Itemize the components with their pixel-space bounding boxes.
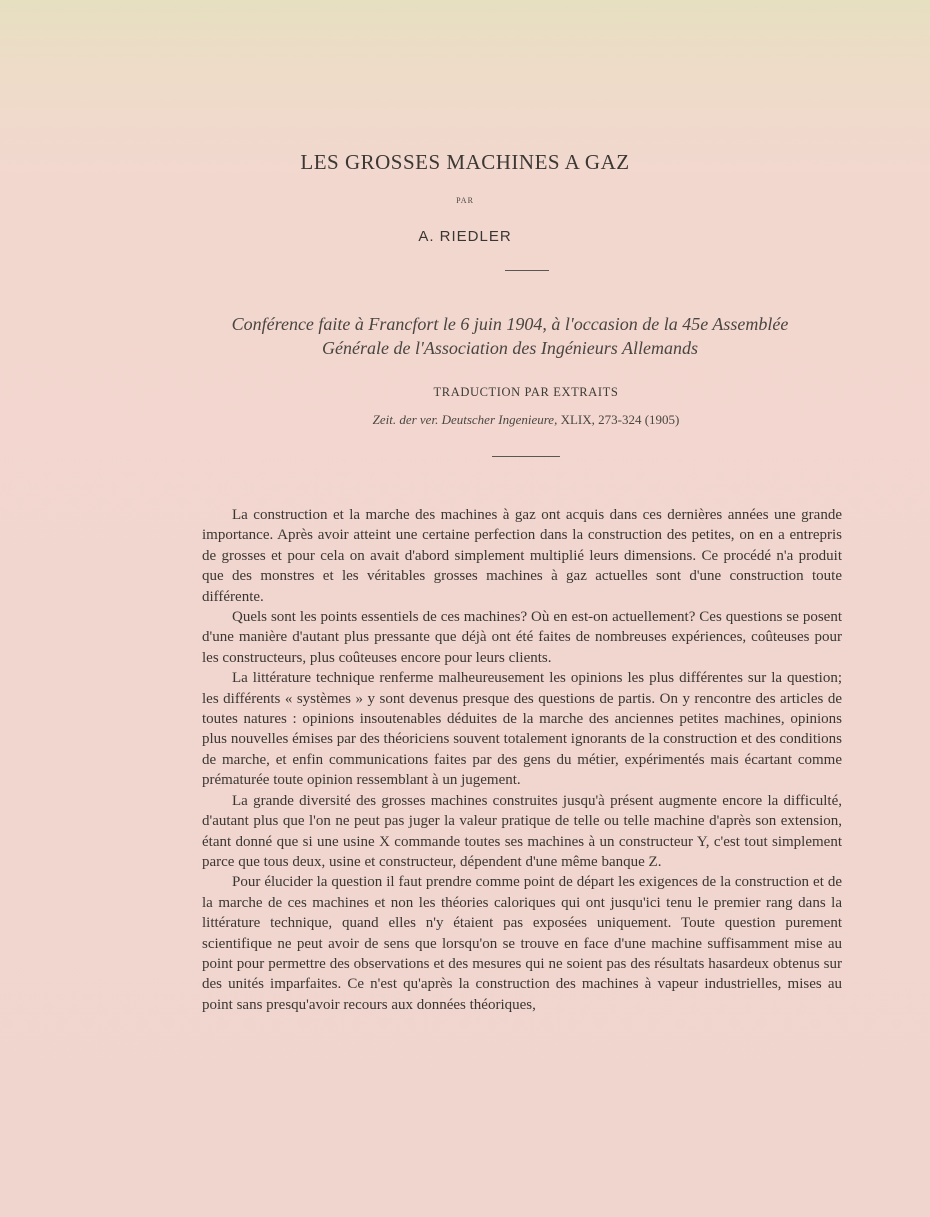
author-name: A. RIEDLER (418, 228, 512, 245)
paragraph: La littérature technique renferme malheureusement les opinions les plus différentes sur la question; les différents « systèmes » y sont devenus presque des questions de partis. On y rencontre des articles de toutes natures : opinions insoutenables déduites de la marche des anciennes petites machines, opinions plus nouvelles émises par des théoriciens souvent totalement ignorants de la construction et des conditions de marche, et enfin communications faites par des gens du métier, expérimentés mais écartant comme prématurée toute opinion ressemblant à un jugement. (202, 670, 842, 789)
citation-journal: Zeit. der ver. Deutscher Ingenieure, (372, 412, 558, 427)
paragraph: Pour élucider la question il faut prendre comme point de départ les exigences de la construction et de la marche de ces machines et non les théories caloriques qui ont jusqu'ici tenu le premier rang dans la littérature technique, quand elles n'y étaient pas exposées uniquement. Toute question purement scientifique ne peut avoir de sens que lorsqu'on se trouve en face d'une machine suffisamment mise au point pour permettre des observations et des mesures qui ne soient pas des résultats hasardeux obtenus sur des unités imparfaites. Ce n'est qu'après la construction des machines à vapeur industrielles, mises au point sans presqu'avoir recours aux données théoriques, (202, 874, 842, 1013)
translation-note: TRADUCTION PAR EXTRAITS (433, 385, 619, 399)
citation-reference: XLIX, 273-324 (1905) (560, 412, 680, 427)
citation (0, 412, 930, 428)
paragraph: Quels sont les points essentiels de ces machines? Où en est-on actuellement? Ces questions se posent d'une manière d'autant plus pressante que déjà ont été faites de nombreuses expériences, coûteuses pour les constructeurs, plus coûteuses encore pour leurs clients. (202, 609, 842, 666)
par-label: PAR (456, 196, 474, 205)
conference-line-1: Conférence faite à Francfort le 6 juin 1904, à l'occasion de la 45e Assemblée (231, 314, 789, 334)
conference-subtitle (150, 312, 870, 360)
body-text (202, 505, 842, 1015)
paragraph: La grande diversité des grosses machines construites jusqu'à présent augmente encore la difficulté, d'autant plus que l'on ne peut pas juger la valeur pratique de telle ou telle machine d'après son extension, étant donné que si une usine X commande toutes ses machines à un constructeur Y, c'est tout simplement parce que tous deux, usine et constructeur, dépendent d'une même banque Z. (202, 792, 842, 870)
conference-line-2: Générale de l'Association des Ingénieurs Allemands (322, 338, 698, 358)
divider-rule (505, 270, 549, 271)
paragraph: La construction et la marche des machines à gaz ont acquis dans ces dernières années une grande importance. Après avoir atteint une certaine perfection dans la construction des petites, on en a entrepris de grosses et pour cela on avait d'abord simplement multiplié leurs dimensions. Ce procédé n'a produit que des monstres et les véritables grosses machines à gaz actuelles sont d'une construction toute différente. (202, 507, 842, 605)
divider-rule (492, 456, 560, 457)
document-title: LES GROSSES MACHINES A GAZ (300, 150, 630, 174)
